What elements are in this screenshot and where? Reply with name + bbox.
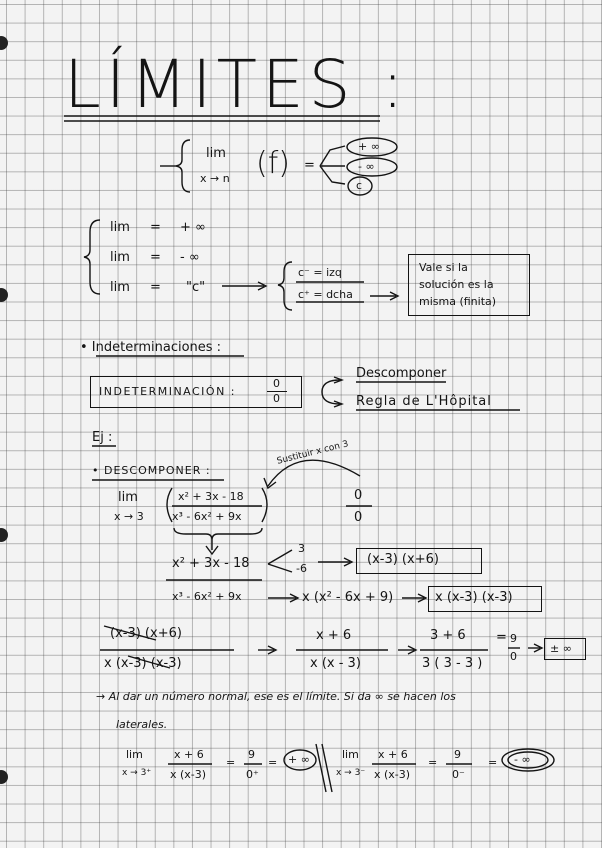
example-numerator: x² + 3x - 18 bbox=[178, 490, 244, 503]
note-text-2: laterales. bbox=[116, 718, 168, 731]
arc-note: Sustituir x con 3 bbox=[275, 439, 350, 467]
lat-left-n2: 9 bbox=[248, 748, 255, 761]
lim-row-1: lim bbox=[110, 220, 130, 235]
note-box bbox=[408, 254, 530, 316]
indet-box bbox=[90, 376, 302, 408]
simplify-equals: = bbox=[496, 630, 507, 645]
lat-right-n2: 9 bbox=[454, 748, 461, 761]
lat-right-res: - ∞ bbox=[514, 753, 531, 766]
example-denominator: x³ - 6x² + 9x bbox=[172, 510, 242, 523]
function-f: (f) bbox=[256, 146, 290, 181]
simplify-result-box bbox=[544, 638, 586, 660]
lat-right-d2: 0⁻ bbox=[452, 768, 465, 781]
simplify-f1-den: x (x-3) (x-3) bbox=[104, 656, 182, 671]
fact1-box bbox=[356, 548, 482, 574]
fact1-text: (x-3) (x+6) bbox=[367, 552, 439, 567]
result-den: 0 bbox=[354, 510, 363, 525]
lat-right-eq2: = bbox=[488, 756, 498, 769]
lat-left-eq2: = bbox=[268, 756, 278, 769]
lat-left-d2: 0⁺ bbox=[246, 768, 259, 781]
equals: = bbox=[304, 158, 315, 173]
lim-subscript: x → n bbox=[200, 172, 230, 185]
note-line-2: solución es la bbox=[419, 278, 494, 291]
simplify-f2-den: x (x - 3) bbox=[310, 656, 361, 671]
lat-right-den: x (x-3) bbox=[374, 768, 411, 781]
example-heading: Ej : bbox=[92, 430, 113, 445]
option-minus-infinity: - ∞ bbox=[358, 160, 375, 173]
lim-row-2-eq: = bbox=[150, 250, 161, 265]
simplify-f4-den: 0 bbox=[510, 650, 517, 663]
option-constant: c bbox=[356, 179, 363, 192]
simplify-f2-num: x + 6 bbox=[316, 628, 352, 643]
lim-row-1-val: + ∞ bbox=[180, 220, 206, 235]
page-title: LÍMITES : bbox=[64, 46, 409, 123]
lim-symbol: lim bbox=[206, 146, 226, 161]
result-num: 0 bbox=[354, 488, 363, 503]
root-1: 3 bbox=[298, 542, 305, 555]
simplify-result: ± ∞ bbox=[550, 642, 572, 655]
indet-box-label: INDETERMINACIÓN : bbox=[99, 385, 237, 398]
example-lim: lim bbox=[118, 490, 138, 505]
lat-left-den: x (x-3) bbox=[170, 768, 207, 781]
step2-expr: x³ - 6x² + 9x bbox=[172, 590, 242, 603]
lat-left-eq: = bbox=[226, 756, 236, 769]
lim-row-2: lim bbox=[110, 250, 130, 265]
fact2a-text: x (x² - 6x + 9) bbox=[302, 590, 394, 605]
lim-row-3-val: "c" bbox=[186, 280, 206, 295]
indet-frac-num: 0 bbox=[273, 377, 280, 390]
c-plus-label: c⁺ = dcha bbox=[298, 288, 353, 301]
lim-row-2-val: - ∞ bbox=[180, 250, 200, 265]
option-plus-infinity: + ∞ bbox=[358, 140, 380, 153]
step1-expr: x² + 3x - 18 bbox=[172, 556, 250, 571]
fact2b-box bbox=[428, 586, 542, 612]
simplify-f3-num: 3 + 6 bbox=[430, 628, 466, 643]
lat-right-sub: x → 3⁻ bbox=[336, 768, 366, 778]
lat-right-eq: = bbox=[428, 756, 438, 769]
lim-row-3-eq: = bbox=[150, 280, 161, 295]
option-descomponer: Descomponer bbox=[356, 366, 447, 381]
option-lhopital: Regla de L'Hôpital bbox=[356, 394, 492, 409]
root-2: -6 bbox=[296, 562, 307, 575]
example-lim-sub: x → 3 bbox=[114, 510, 144, 523]
lim-row-3: lim bbox=[110, 280, 130, 295]
fact2b-text: x (x-3) (x-3) bbox=[435, 590, 513, 605]
simplify-f3-den: 3 ( 3 - 3 ) bbox=[422, 656, 483, 671]
lat-left-sub: x → 3⁺ bbox=[122, 768, 152, 778]
indet-heading: • Indeterminaciones : bbox=[80, 340, 222, 355]
lat-right-num: x + 6 bbox=[378, 748, 408, 761]
lat-right-lim: lim bbox=[342, 748, 359, 761]
simplify-f1-num: (x-3) (x+6) bbox=[110, 626, 182, 641]
lat-left-num: x + 6 bbox=[174, 748, 204, 761]
method-label: • DESCOMPONER : bbox=[92, 464, 211, 477]
lim-row-1-eq: = bbox=[150, 220, 161, 235]
lat-left-lim: lim bbox=[126, 748, 143, 761]
note-text-1: → Al dar un número normal, ese es el límite. Si da ∞ se hacen los bbox=[96, 690, 456, 703]
note-line-1: Vale si la bbox=[419, 261, 468, 274]
note-line-3: misma (finita) bbox=[419, 295, 497, 308]
lat-left-res: + ∞ bbox=[288, 753, 310, 766]
indet-frac-den: 0 bbox=[273, 392, 280, 405]
simplify-f4-num: 9 bbox=[510, 632, 517, 645]
c-minus-label: c⁻ = izq bbox=[298, 266, 342, 279]
